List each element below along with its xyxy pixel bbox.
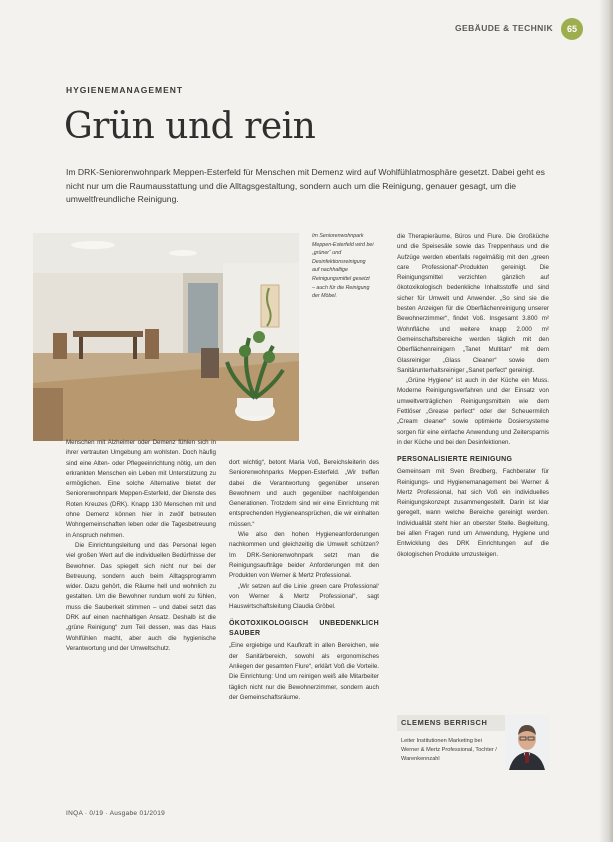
article-kicker: HYGIENEMANAGEMENT	[66, 85, 184, 95]
paragraph: Menschen mit Alzheimer oder Demenz fühlen sich in ihrer vertrauten Umgebung am wohlsten. Doch häufig sind eine Alten- oder Pflegeeinrichtung nötig, um den erkrankten Menschen ein Leben mit Unterstützung zu ermöglichen. Eine solche Alternative bietet der Seniorenwohnpark Meppen-Esterfeld, der Dienste des Roten Kreuzes (DRK). Knapp 130 Menschen mit und ohne Demenz können hier in zwölf betreuten Wohngemeinschaften leben oder die Tagesbetreuung in Anspruch nehmen.	[66, 439, 216, 539]
author-portrait-illustration	[505, 715, 549, 770]
paragraph: Gemeinsam mit Sven Bredberg, Fachberater für Reinigungs- und Hygienemanagement bei Werner & Mertz Professional, hat sich Voß ein individuelles Reinigungskonzept zusammengestellt. Darin ist klar geregelt, wann welche Bereiche gereinigt werden. Individualität steht hier an oberster Stelle. Begleitung, bei allen Fragen rund um Anwendung, Hygiene und Entwicklung des DRK Einrichtungen auf die ökologischen Produkte umzusteigen.	[397, 468, 549, 558]
author-portrait	[505, 715, 549, 770]
interior-photo-illustration	[33, 233, 299, 441]
article-title: Grün und rein	[64, 106, 316, 147]
subheading: PERSONALISIERTE REINIGUNG	[397, 456, 513, 464]
text-column-2	[229, 458, 379, 803]
paragraph: Wie also den hohen Hygieneanforderungen nachkommen und gleichzeitig die Umwelt schützen? Im DRK-Seniorenwohnpark setzt man die Reinigungsaufträge beider Anforderungen mit den Produkten von Werner & Mertz Professional.	[229, 531, 379, 580]
section-label: GEBÄUDE & TECHNIK	[455, 23, 553, 33]
article-lead: Im DRK-Seniorenwohnpark Meppen-Esterfeld für Menschen mit Demenz wird auf Wohlfühlatmosphäre gesetzt. Dabei geht es nicht nur um die Raumausstattung und die Alltagsgestaltung, sondern auch um die Reinigung, genauer gesagt, um die umweltfreundliche Reinigung.	[66, 167, 545, 204]
author-box	[397, 715, 549, 807]
author-role: Leiter Institutionen Marketing bei Werner & Mertz Professional, Tochter / Warenkennzahl	[401, 738, 497, 762]
page-footer: INQA · 0/19 · Ausgabe 01/2019	[66, 810, 166, 817]
text-column-3	[397, 232, 549, 722]
subheading: ÖKOTOXIKOLOGISCH UNBEDENKLICH SAUBER	[229, 620, 379, 638]
photo-caption: Im Seniorenwohnpark Meppen-Esterfeld wird bei „grüner“ und Desinfektionsreinigung auf nachhaltige Reinigungsmittel gesetzt – auch für die Reinigung der Möbel.	[312, 233, 374, 300]
paragraph: „Wir setzen auf die Linie ‚green care Professional‘ von Werner & Mertz Professional“, sagt Hauswirtschaftsleitung Claudia Gröbel.	[229, 582, 379, 611]
paragraph: die Therapieräume, Büros und Flure. Die Großküche und die Speisesäle sowie das Treppenhaus und die Aufzüge werden ebenfalls regelmäßig mit den „green care Professional“-Produkten gereinigt. Die Reinigungsmittel verzichten gänzlich auf ökotoxikologisch bedenkliche Inhaltsstoffe und sind sicher für Umwelt und Anwender. „So sind sie die besten Anzeigen für die Oberflächenreinigung unserer Bewohnerzimmer“, findet Voß. Insgesamt 3.800 m² Wohnfläche und weitere knapp 2.000 m² Gemeinschaftsbereiche werden täglich mit den Oberflächenreinigern „Tanet Multitan“ mit dem Glasreiniger „Glass Cleaner“ sowie dem Sanitärunterhaltsreiniger „Sanet perfect“ gereinigt.	[397, 233, 549, 374]
paragraph: „Grüne Hygiene“ ist auch in der Küche ein Muss. Moderne Reinigungsverfahren und der Einsatz von umweltverträglichen Reinigungsmitteln wie dem Fettlöser „Grease perfect“ oder der Scheuermilch „Cream cleaner“ sowie optimierte Dosiersysteme sorgen für eine einfache Anwendung und Zeitersparnis in der Küche und bei den Desinfektionen.	[397, 377, 549, 446]
paragraph: dort wichtig“, betont Maria Voß, Bereichsleiterin des Seniorenwohnparks Meppen-Esterfeld. „Wir treffen dabei die Verantwortung gegenüber unseren Bewohnern und auch gegenüber nachfolgenden Generationen. Trotzdem sind wir eine Einrichtung mit entsprechenden Hygieneansprüchen, die wir einhalten müssen.“	[229, 459, 379, 528]
author-name: CLEMENS BERRISCH	[397, 715, 505, 731]
paragraph: „Eine ergiebige und Kaufkraft in allen Bereichen, wie der Sanitärbereich, sowohl als ergonomisches Anliegen der gesamten Flure“, erklärt Voß die Vorteile. Die Einrichtung: Und um reinigen weiß alle Mitarbeiter täglich nicht nur die Bewohnerzimmer, sondern auch der Gemeinschaftsräume.	[229, 642, 379, 701]
text-column-1	[66, 438, 216, 803]
article-photo	[33, 233, 299, 441]
paragraph: Die Einrichtungsleitung und das Personal legen viel großen Wert auf die individuellen Bedürfnisse der Bewohner. Das spiegelt sich nicht nur bei der Betreuung, sondern auch beim Alltagsprogramm wider. Dazu gehört, die Räume hell und wohnlich zu gestalten. Um die Bewohner rundum wohl zu fühlen, muss die Sauberkeit stimmen – und dabei setzt das DRK auf einen nachhaltigen Ansatz. Deshalb ist die „grüne Reinigung“ zum Teil dessen, was das Haus Wohlfühlen macht, aber auch die hygienische Verantwortung und der Umweltschutz.	[66, 541, 216, 652]
page-spine-shadow	[599, 0, 613, 842]
page-number-badge: 65	[561, 18, 583, 40]
